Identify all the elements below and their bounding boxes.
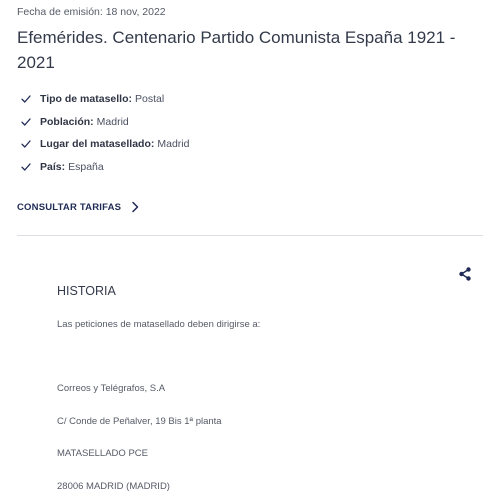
check-icon	[21, 94, 31, 104]
history-intro: Las peticiones de matasellado deben dirigirse a:	[57, 319, 261, 330]
feature-value: Madrid	[157, 138, 190, 151]
feature-label: Población:	[40, 115, 94, 128]
feature-label: Tipo de matasello:	[40, 93, 132, 106]
address-street: C/ Conde de Peñalver, 19 Bis 1ª planta	[57, 416, 222, 427]
feature-value: Postal	[135, 93, 165, 106]
check-icon	[21, 162, 31, 172]
feature-item-country	[21, 156, 189, 179]
address-city: 28006 MADRID (MADRID)	[57, 481, 170, 492]
address-company: Correos y Telégrafos, S.A	[57, 383, 166, 394]
consult-rates-label: CONSULTAR TARIFAS	[17, 201, 122, 213]
history-title: HISTORIA	[57, 284, 116, 298]
issue-date: Fecha de emisión: 18 nov, 2022	[17, 6, 166, 18]
feature-label: País:	[40, 160, 66, 173]
address-attention: MATASELLADO PCE	[57, 448, 148, 459]
check-icon	[21, 139, 31, 149]
share-icon[interactable]	[458, 267, 472, 281]
feature-item-population	[21, 111, 189, 134]
chevron-right-icon	[131, 201, 139, 213]
feature-item-postmark-place	[21, 133, 189, 156]
page-title: Efemérides. Centenario Partido Comunista España 1921 - 2021	[17, 28, 456, 72]
feature-value: España	[68, 160, 104, 173]
feature-label: Lugar del matasellado:	[40, 138, 155, 151]
check-icon	[21, 117, 31, 127]
feature-list	[21, 88, 189, 178]
feature-value: Madrid	[96, 115, 129, 128]
consult-rates-link[interactable]	[17, 201, 139, 213]
section-divider	[17, 235, 483, 236]
feature-item-postmark-type	[21, 88, 189, 111]
